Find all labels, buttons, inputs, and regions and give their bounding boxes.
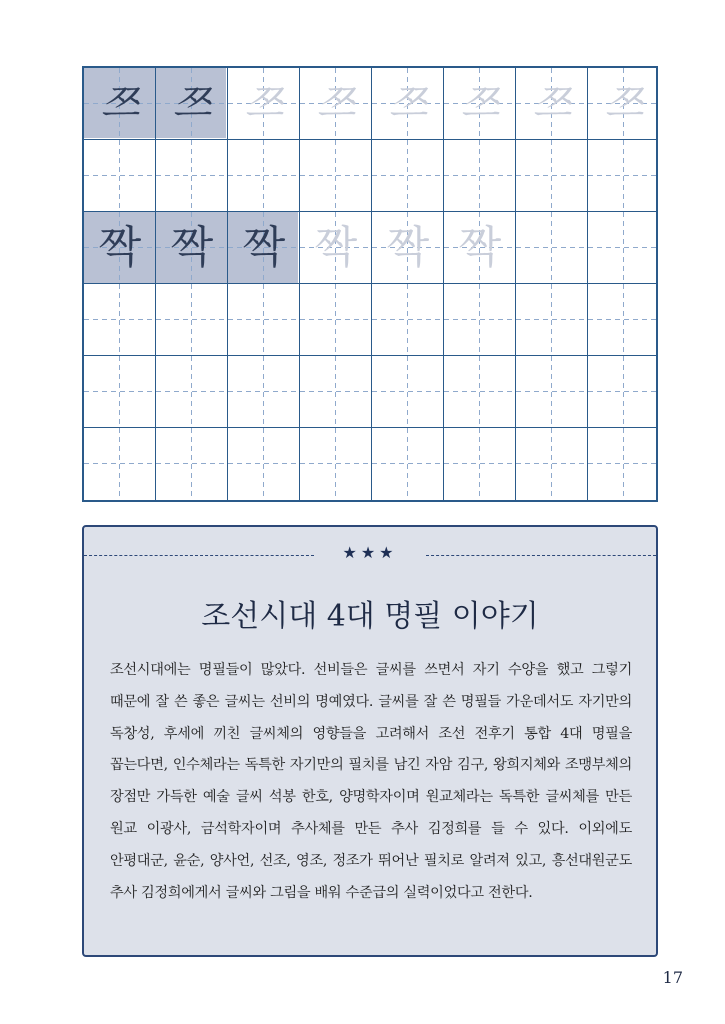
trace-char: 짝 — [386, 222, 430, 273]
trace-char: 짝 — [458, 222, 502, 273]
trace-char: 쯔 — [604, 81, 644, 127]
model-char: 쯔 — [172, 81, 212, 127]
box-title: 조선시대 4대 명필 이야기 — [201, 599, 539, 634]
info-box — [82, 525, 658, 957]
practice-grid — [82, 66, 658, 502]
trace-char: 쯔 — [388, 81, 428, 127]
trace-char: 쯔 — [244, 81, 284, 127]
trace-char: 쯔 — [316, 81, 356, 127]
page-number: 17 — [662, 968, 683, 987]
box-body-text: 조선시대에는 명필들이 많았다. 선비들은 글씨를 쓰면서 자기 수양을 했고 그렇기 때문에 잘 쓴 좋은 글씨는 선비의 명예였다. 글씨를 잘 쓴 명필들 가운데서도 자기만의 독창성, 후세에 끼친 글씨체의 영향들을 고려해서 조선 전후기 통합 4대 명필을 꼽는다면, 인수체라는 독특한 자기만의 필치를 남긴 자암 김구, 왕희지체와 조맹부체의 장점만 가득한 예술 글씨 석봉 한호, 양명학자이며 원교체라는 독특한 글씨체를 만든 원교 이광사, 금석학자이며 추사체를 만든 추사 김정희를 들 수 있다. 이외에도 안평대군, 윤순, 양사언, 선조, 영조, 정조가 뛰어난 필치로 알려져 있고, 흥선대원군도 추사 김정희에게서 글씨와 그림을 배워 수준급의 실력이었다고 전한다. — [110, 662, 632, 901]
model-char: 쯔 — [100, 81, 140, 127]
trace-char: 쯔 — [460, 81, 500, 127]
model-char: 짝 — [170, 222, 214, 273]
trace-char: 짝 — [314, 222, 358, 273]
model-char: 짝 — [98, 222, 142, 273]
model-char: 짝 — [242, 222, 286, 273]
decorative-line-right — [426, 555, 656, 556]
trace-char: 쯔 — [532, 81, 572, 127]
stars-ornament: ★★★ — [342, 543, 398, 562]
